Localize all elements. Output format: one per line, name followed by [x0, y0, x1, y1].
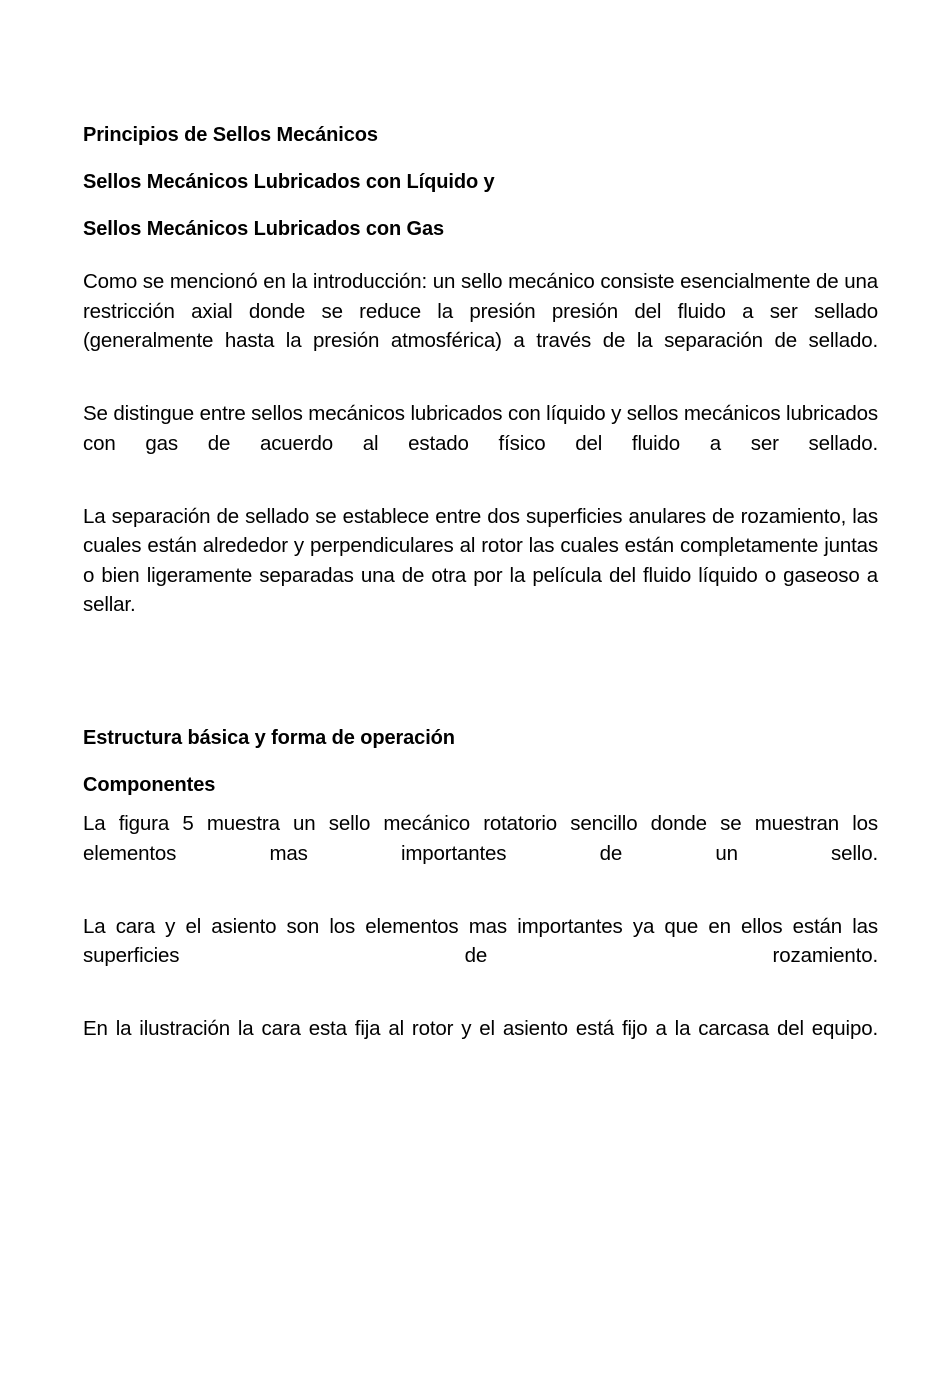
subtitle-gas-lubricated: Sellos Mecánicos Lubricados con Gas [83, 218, 445, 240]
section-paragraph-3: En la ilustración la cara esta fija al rotor y el asiento está fijo a la carcasa del equipo. [83, 1017, 878, 1040]
section-paragraph-1: La figura 5 muestra un sello mecánico rotatorio sencillo donde se muestran los elementos mas importantes de un sello. [83, 812, 878, 865]
section-spacer [83, 663, 878, 715]
intro-paragraph-3: La separación de sellado se establece entre dos superficies anulares de rozamiento, las cuales están alrededor y perpendiculares al rotor las cuales están completamente juntas o bien ligeramente separadas una de otra por la película del fluido líquido o gaseoso a sellar. [83, 504, 878, 616]
intro-paragraph-1: Como se mencionó en la introducción: un sello mecánico consiste esencialmente de una restricción axial donde se reduce la presión presión del fluido a ser sellado (generalmente hasta la presión atmosférica) a través de la separación de sellado. [83, 270, 878, 352]
page-title: Principios de Sellos Mecánicos [83, 124, 378, 146]
section-paragraph-2: La cara y el asiento son los elementos mas importantes ya que en ellos están las superficies de rozamiento. [83, 914, 878, 967]
intro-paragraph-2: Se distingue entre sellos mecánicos lubricados con líquido y sellos mecánicos lubricados con gas de acuerdo al estado físico del fluido a ser sellado. [83, 402, 878, 455]
document-body [83, 112, 878, 1073]
subtitle-liquid-lubricated: Sellos Mecánicos Lubricados con Líquido y [83, 171, 495, 193]
title-block [83, 112, 878, 253]
section-subheading-componentes: Componentes [83, 774, 216, 796]
section-heading-estructura: Estructura básica y forma de operación [83, 727, 455, 749]
